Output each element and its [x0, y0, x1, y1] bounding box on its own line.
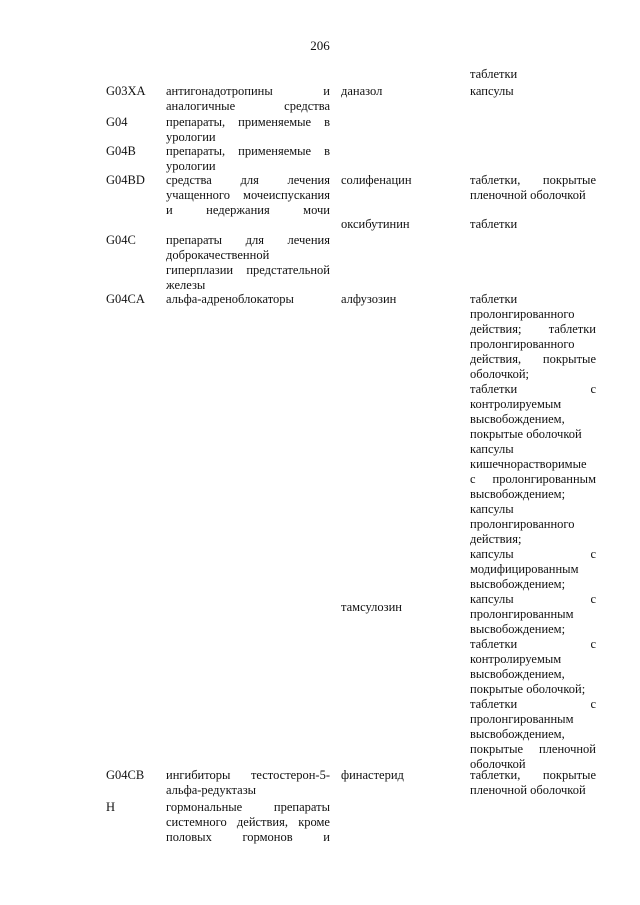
dosage-form-line: высвобождением, — [470, 727, 565, 741]
group-name-line: ингибиторы тестостерон-5- — [166, 768, 330, 782]
atc-code: G04BD — [106, 173, 145, 187]
group-name-line: альфа-адреноблокаторы — [166, 292, 294, 306]
dosage-form-line: пленочной оболочкой — [470, 188, 586, 202]
dosage-form-line: с пролонгированным — [470, 472, 596, 486]
group-name-cell — [166, 144, 330, 174]
group-name-line: препараты для лечения — [166, 233, 330, 247]
group-name-line: доброкачественной — [166, 248, 270, 262]
dosage-form-line: высвобождением; — [470, 622, 566, 636]
dosage-form-line: таблетки — [470, 217, 518, 231]
group-name-line: системного действия, кроме — [166, 815, 330, 829]
dosage-form-line: контролируемым — [470, 652, 562, 666]
drug-name: тамсулозин — [341, 600, 402, 614]
dosage-form-line: таблетки, покрытые — [470, 768, 596, 782]
dosage-form-cell — [470, 173, 596, 203]
drug-name: финастерид — [341, 768, 404, 782]
atc-code: G03XA — [106, 84, 146, 98]
drug-name: солифенацин — [341, 173, 412, 187]
dosage-form-cell — [470, 217, 596, 232]
dosage-form-line: пролонгированного — [470, 517, 575, 531]
atc-code: G04CA — [106, 292, 145, 306]
dosage-form-line: действия; — [470, 532, 522, 546]
atc-code: G04C — [106, 233, 136, 247]
dosage-form-line: действия, покрытые — [470, 352, 596, 366]
dosage-form-line: контролируемым — [470, 397, 562, 411]
dosage-form-line: пленочной оболочкой — [470, 783, 586, 797]
group-name-cell — [166, 292, 330, 307]
dosage-form-line: таблетки — [470, 292, 518, 306]
dosage-form-line: таблетки с — [470, 637, 596, 651]
group-name-line: альфа-редуктазы — [166, 783, 257, 797]
dosage-form-line: высвобождением; — [470, 487, 566, 501]
dosage-form-line: модифицированным — [470, 562, 579, 576]
dosage-form-cell — [470, 442, 596, 772]
dosage-form-line: высвобождением, — [470, 667, 565, 681]
group-word: и — [323, 84, 330, 98]
group-name-line: урологии — [166, 159, 216, 173]
atc-code: H — [106, 800, 116, 814]
atc-code: G04CB — [106, 768, 145, 782]
dosage-form-line: оболочкой; — [470, 367, 529, 381]
group-name-cell — [166, 233, 330, 293]
group-name-cell — [166, 768, 330, 798]
dosage-form-line: таблетки — [470, 67, 518, 81]
dosage-form-line: покрытые пленочной — [470, 742, 596, 756]
group-name-line: железы — [166, 278, 206, 292]
group-name-cell — [166, 173, 330, 218]
page-number: 206 — [310, 38, 330, 53]
group-name-line: гормональные препараты — [166, 800, 330, 814]
dosage-form-line: покрытые оболочкой; — [470, 682, 586, 696]
atc-code: G04B — [106, 144, 136, 158]
group-name-cell — [166, 800, 330, 845]
group-name-line: половых гормонов и — [166, 830, 330, 844]
dosage-form-line: капсулы — [470, 84, 514, 98]
dosage-form-line: таблетки с — [470, 382, 596, 396]
drug-name: даназол — [341, 84, 383, 98]
dosage-form-line: пролонгированным — [470, 607, 574, 621]
dosage-form-line: действия; таблетки — [470, 322, 596, 336]
dosage-form-line: таблетки с — [470, 697, 596, 711]
dosage-form-line: капсулы с — [470, 592, 596, 606]
group-name-line: урологии — [166, 130, 216, 144]
group-name-line: и недержания мочи — [166, 203, 330, 217]
dosage-form-line: капсулы с — [470, 547, 596, 561]
dosage-form-cell — [470, 292, 596, 442]
dosage-form-line: капсулы — [470, 442, 514, 456]
dosage-form-line: покрытые оболочкой — [470, 427, 582, 441]
atc-code: G04 — [106, 115, 128, 129]
group-name-line: препараты, применяемые в — [166, 115, 330, 129]
dosage-form-line: пролонгированного — [470, 337, 575, 351]
dosage-form-line: высвобождением; — [470, 577, 566, 591]
group-name-line: гиперплазии предстательной — [166, 263, 330, 277]
drug-name: алфузозин — [341, 292, 397, 306]
group-word: антигонадотропины — [166, 84, 273, 98]
group-name-line: препараты, применяемые в — [166, 144, 330, 158]
dosage-form-line: высвобождением, — [470, 412, 565, 426]
drug-name: оксибутинин — [341, 217, 410, 231]
group-name-line: аналогичные средства — [166, 99, 330, 113]
dosage-form-line: таблетки, покрытые — [470, 173, 596, 187]
dosage-form-line: капсулы — [470, 502, 514, 516]
dosage-form-line: пролонгированного — [470, 307, 575, 321]
dosage-form-cell — [470, 84, 596, 99]
group-name-line: средства для лечения — [166, 173, 330, 187]
group-name-cell — [166, 115, 330, 145]
dosage-form-cell — [470, 67, 596, 82]
group-name-cell — [166, 84, 330, 114]
dosage-form-line: оболочкой — [470, 757, 526, 771]
group-name-line — [166, 84, 330, 99]
dosage-form-cell — [470, 768, 596, 798]
dosage-form-line: пролонгированным — [470, 712, 574, 726]
group-name-line: учащенного мочеиспускания — [166, 188, 330, 202]
dosage-form-line: кишечнорастворимые — [470, 457, 587, 471]
